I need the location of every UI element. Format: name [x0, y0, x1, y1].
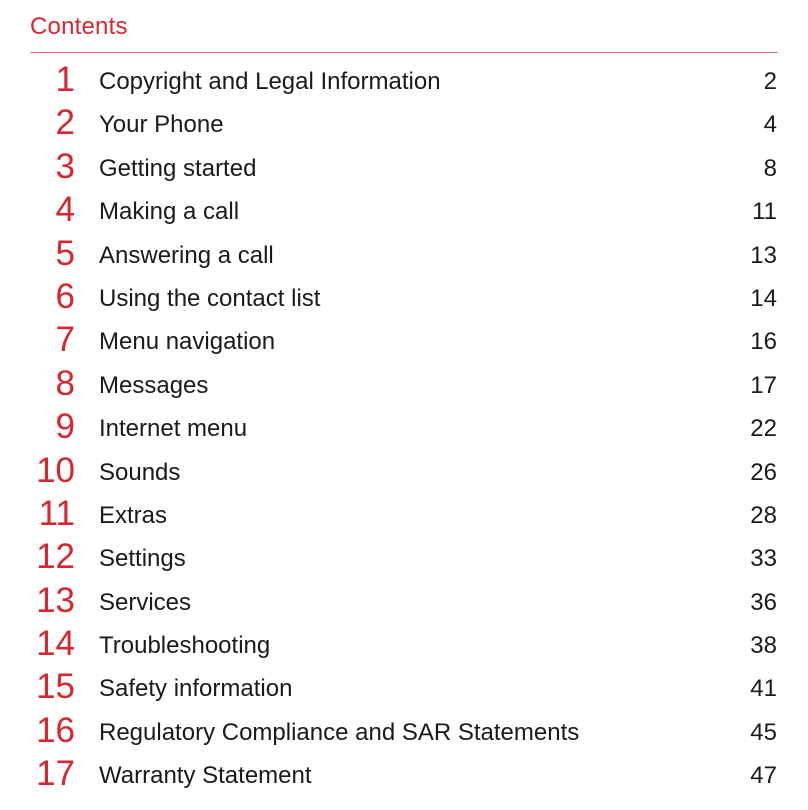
toc-entry[interactable] [0, 407, 808, 450]
chapter-title[interactable]: Internet menu [99, 415, 248, 443]
toc-entry[interactable] [0, 624, 808, 667]
page-number: 14 [750, 284, 777, 312]
page-number: 33 [750, 545, 777, 573]
chapter-title[interactable]: Copyright and Legal Information [99, 68, 441, 95]
chapter-number: 6 [55, 276, 75, 316]
toc-entry[interactable] [0, 320, 808, 363]
chapter-number: 17 [36, 754, 75, 794]
toc-entry[interactable] [0, 103, 808, 146]
chapter-title[interactable]: Messages [99, 371, 209, 399]
toc-entry[interactable] [0, 147, 808, 190]
chapter-number: 3 [55, 146, 75, 186]
chapter-title[interactable]: Making a call [99, 198, 240, 226]
page-number: 16 [750, 328, 777, 356]
page-number: 38 [750, 632, 777, 660]
page-number: 45 [750, 718, 777, 746]
page-number: 26 [750, 458, 777, 486]
chapter-number: 1 [55, 60, 75, 99]
page-number: 41 [750, 675, 777, 703]
page-number: 8 [763, 154, 777, 182]
chapter-number: 9 [55, 407, 75, 447]
chapter-title[interactable]: Using the contact list [99, 284, 321, 312]
toc-entry[interactable] [0, 494, 808, 537]
chapter-title[interactable]: Getting started [99, 154, 257, 182]
chapter-number: 5 [55, 233, 75, 273]
chapter-number: 8 [55, 363, 75, 403]
toc-entry[interactable] [0, 581, 808, 624]
toc-entry[interactable] [0, 451, 808, 494]
chapter-title[interactable]: Extras [99, 501, 168, 529]
chapter-number: 4 [55, 190, 75, 230]
chapter-title[interactable]: Services [99, 588, 192, 616]
chapter-title[interactable]: Menu navigation [99, 328, 276, 356]
chapter-number: 11 [38, 493, 75, 533]
page-number: 36 [750, 588, 777, 616]
toc-entry[interactable] [0, 667, 808, 710]
chapter-number: 2 [55, 103, 75, 143]
chapter-title[interactable]: Your Phone [99, 111, 224, 139]
chapter-number: 14 [36, 624, 75, 664]
chapter-number: 13 [36, 580, 75, 620]
chapter-title[interactable]: Regulatory Compliance and SAR Statements [99, 718, 580, 746]
toc-entry[interactable] [0, 60, 808, 103]
page-number: 13 [750, 241, 777, 269]
chapter-number: 15 [36, 667, 75, 707]
page-number: 22 [750, 415, 777, 443]
heading-divider [30, 52, 778, 53]
chapter-number: 16 [36, 710, 75, 750]
chapter-number: 10 [36, 450, 75, 490]
toc-entry[interactable] [0, 754, 808, 797]
table-of-contents [0, 60, 808, 798]
chapter-title[interactable]: Warranty Statement [99, 762, 312, 790]
toc-entry[interactable] [0, 277, 808, 320]
chapter-number: 7 [55, 320, 75, 360]
page-number: 47 [750, 762, 777, 790]
chapter-title[interactable]: Answering a call [99, 241, 274, 269]
page-number: 2 [763, 68, 777, 95]
chapter-number: 12 [36, 537, 75, 577]
page-number: 17 [750, 371, 777, 399]
chapter-title[interactable]: Settings [99, 545, 186, 573]
page-number: 11 [752, 198, 777, 226]
chapter-title[interactable]: Safety information [99, 675, 293, 703]
page-number: 4 [763, 111, 777, 139]
toc-entry[interactable] [0, 711, 808, 754]
chapter-title[interactable]: Sounds [99, 458, 181, 486]
chapter-title[interactable]: Troubleshooting [99, 632, 271, 660]
page-number: 28 [750, 501, 777, 529]
contents-heading: Contents [30, 13, 128, 40]
toc-entry[interactable] [0, 364, 808, 407]
toc-entry[interactable] [0, 537, 808, 580]
toc-entry[interactable] [0, 234, 808, 277]
toc-entry[interactable] [0, 190, 808, 233]
